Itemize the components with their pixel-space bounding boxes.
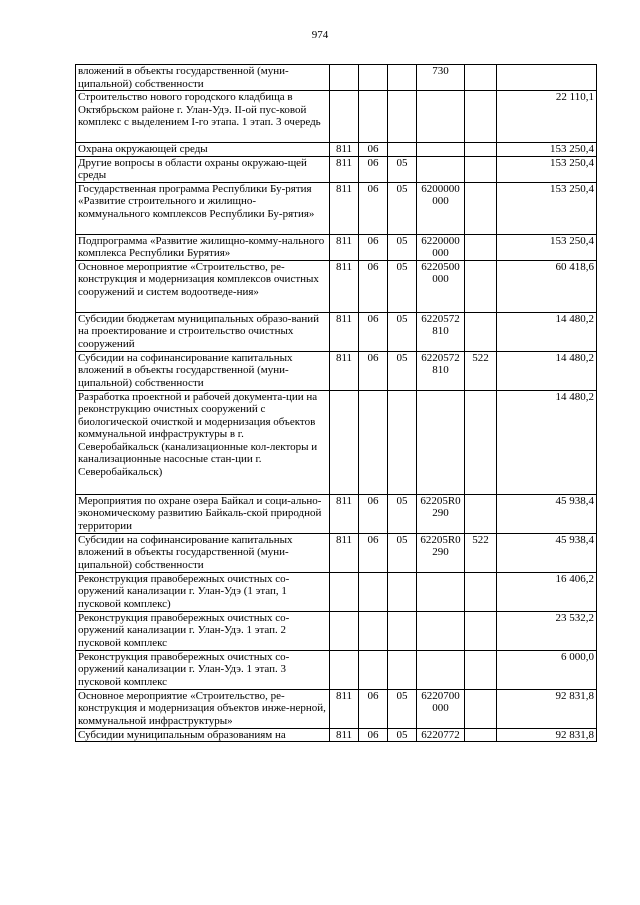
ministry-code-cell: 811 xyxy=(330,533,359,572)
target-article-code-cell: 62205R0 290 xyxy=(417,533,465,572)
section-code-cell xyxy=(359,572,388,611)
expense-type-code-cell xyxy=(465,611,497,650)
expense-type-code-cell xyxy=(465,156,497,182)
item-name-cell: Строительство нового городского кладбища в Октябрьском районе г. Улан-Удэ. II-ой пус-ковой комплекс с выделением I-го этапа. 1 этап. 3 очередь xyxy=(76,91,330,143)
section-code-cell: 06 xyxy=(359,533,388,572)
table-row xyxy=(76,312,597,351)
ministry-code-cell: 811 xyxy=(330,689,359,728)
subsection-code-cell xyxy=(388,65,417,91)
ministry-code-cell: 811 xyxy=(330,351,359,390)
ministry-code-cell xyxy=(330,65,359,91)
amount-cell: 22 110,1 xyxy=(497,91,597,143)
expense-type-code-cell xyxy=(465,91,497,143)
page-number: 974 xyxy=(311,29,329,41)
table-row xyxy=(76,689,597,728)
expense-type-code-cell xyxy=(465,390,497,494)
table-row xyxy=(76,91,597,143)
expense-type-code-cell xyxy=(465,728,497,742)
ministry-code-cell xyxy=(330,91,359,143)
table-row xyxy=(76,728,597,742)
table-row xyxy=(76,572,597,611)
amount-cell: 153 250,4 xyxy=(497,143,597,157)
item-name-cell: Субсидии бюджетам муниципальных образо-ваний на проектирование и строительство очистных сооружений xyxy=(76,312,330,351)
expense-type-code-cell xyxy=(465,260,497,312)
subsection-code-cell: 05 xyxy=(388,260,417,312)
expense-type-code-cell xyxy=(465,143,497,157)
target-article-code-cell xyxy=(417,156,465,182)
table-row xyxy=(76,390,597,494)
target-article-code-cell: 6220772 xyxy=(417,728,465,742)
subsection-code-cell xyxy=(388,91,417,143)
subsection-code-cell: 05 xyxy=(388,351,417,390)
table-row xyxy=(76,143,597,157)
target-article-code-cell xyxy=(417,611,465,650)
expense-type-code-cell xyxy=(465,312,497,351)
expense-type-code-cell xyxy=(465,650,497,689)
amount-cell: 153 250,4 xyxy=(497,156,597,182)
item-name-cell: Субсидии на софинансирование капитальных вложений в объекты государственной (муни-ципальной) собственности xyxy=(76,533,330,572)
target-article-code-cell xyxy=(417,390,465,494)
target-article-code-cell xyxy=(417,572,465,611)
amount-cell: 45 938,4 xyxy=(497,494,597,533)
subsection-code-cell: 05 xyxy=(388,728,417,742)
item-name-cell: Разработка проектной и рабочей документа-ции на реконструкцию очистных сооружений с биологической очисткой и модернизация объектов коммунальной инфраструктуры в г. Северобайкальск (канализационные кол-лекторы и канализационные насосные стан-ции г. Северобайкальск) xyxy=(76,390,330,494)
item-name-cell: Мероприятия по охране озера Байкал и соци-ально-экономическому развитию Байкаль-ской природной территории xyxy=(76,494,330,533)
ministry-code-cell: 811 xyxy=(330,260,359,312)
section-code-cell xyxy=(359,65,388,91)
section-code-cell: 06 xyxy=(359,689,388,728)
table-row xyxy=(76,234,597,260)
table-row xyxy=(76,533,597,572)
subsection-code-cell xyxy=(388,611,417,650)
amount-cell: 45 938,4 xyxy=(497,533,597,572)
item-name-cell: Другие вопросы в области охраны окружаю-щей среды xyxy=(76,156,330,182)
amount-cell: 14 480,2 xyxy=(497,312,597,351)
section-code-cell xyxy=(359,611,388,650)
item-name-cell: Субсидии муниципальным образованиям на xyxy=(76,728,330,742)
amount-cell: 153 250,4 xyxy=(497,182,597,234)
expense-type-code-cell xyxy=(465,572,497,611)
subsection-code-cell xyxy=(388,390,417,494)
subsection-code-cell: 05 xyxy=(388,156,417,182)
subsection-code-cell: 05 xyxy=(388,182,417,234)
amount-cell xyxy=(497,65,597,91)
item-name-cell: Государственная программа Республики Бу-рятия «Развитие строительного и жилищно-коммунального комплексов Республики Бу-рятия» xyxy=(76,182,330,234)
item-name-cell: Подпрограмма «Развитие жилищно-комму-нального комплекса Республики Бурятия» xyxy=(76,234,330,260)
expense-type-code-cell xyxy=(465,494,497,533)
item-name-cell: Субсидии на софинансирование капитальных вложений в объекты государственной (муни-ципальной) собственности xyxy=(76,351,330,390)
target-article-code-cell: 6220700 000 xyxy=(417,689,465,728)
section-code-cell: 06 xyxy=(359,260,388,312)
subsection-code-cell: 05 xyxy=(388,689,417,728)
table-row xyxy=(76,351,597,390)
subsection-code-cell: 05 xyxy=(388,533,417,572)
ministry-code-cell: 811 xyxy=(330,728,359,742)
section-code-cell xyxy=(359,390,388,494)
expense-type-code-cell xyxy=(465,689,497,728)
amount-cell: 92 831,8 xyxy=(497,689,597,728)
table-row xyxy=(76,65,597,91)
section-code-cell: 06 xyxy=(359,143,388,157)
item-name-cell: Основное мероприятие «Строительство, ре-конструкция и модернизация объектов инже-нерной, коммунальной инфраструктуры» xyxy=(76,689,330,728)
amount-cell: 16 406,2 xyxy=(497,572,597,611)
target-article-code-cell xyxy=(417,650,465,689)
expense-type-code-cell xyxy=(465,182,497,234)
item-name-cell: Реконструкция правобережных очистных со-оружений канализации г. Улан-Удэ. 1 этап. 2 пусковой комплекс xyxy=(76,611,330,650)
subsection-code-cell xyxy=(388,650,417,689)
amount-cell: 23 532,2 xyxy=(497,611,597,650)
ministry-code-cell xyxy=(330,650,359,689)
ministry-code-cell xyxy=(330,611,359,650)
target-article-code-cell: 6200000 000 xyxy=(417,182,465,234)
section-code-cell: 06 xyxy=(359,234,388,260)
ministry-code-cell: 811 xyxy=(330,234,359,260)
amount-cell: 14 480,2 xyxy=(497,351,597,390)
table-row xyxy=(76,260,597,312)
item-name-cell: Основное мероприятие «Строительство, ре-конструкция и модернизация комплексов очистных сооружений и систем водоотведе-ния» xyxy=(76,260,330,312)
expense-type-code-cell: 522 xyxy=(465,533,497,572)
section-code-cell: 06 xyxy=(359,156,388,182)
ministry-code-cell xyxy=(330,390,359,494)
section-code-cell: 06 xyxy=(359,351,388,390)
section-code-cell: 06 xyxy=(359,728,388,742)
budget-table-body xyxy=(76,65,597,742)
table-row xyxy=(76,494,597,533)
ministry-code-cell: 811 xyxy=(330,182,359,234)
ministry-code-cell: 811 xyxy=(330,156,359,182)
target-article-code-cell: 62205R0 290 xyxy=(417,494,465,533)
amount-cell: 92 831,8 xyxy=(497,728,597,742)
section-code-cell: 06 xyxy=(359,312,388,351)
section-code-cell xyxy=(359,91,388,143)
ministry-code-cell xyxy=(330,572,359,611)
target-article-code-cell xyxy=(417,91,465,143)
ministry-code-cell: 811 xyxy=(330,143,359,157)
subsection-code-cell xyxy=(388,572,417,611)
item-name-cell: Реконструкция правобережных очистных со-оружений канализации г. Улан-Удэ (1 этап, 1 пусковой комплекс) xyxy=(76,572,330,611)
table-row xyxy=(76,611,597,650)
amount-cell: 14 480,2 xyxy=(497,390,597,494)
item-name-cell: вложений в объекты государственной (муни-ципальной) собственности xyxy=(76,65,330,91)
target-article-code-cell: 6220000 000 xyxy=(417,234,465,260)
subsection-code-cell xyxy=(388,143,417,157)
expense-type-code-cell xyxy=(465,65,497,91)
table-row xyxy=(76,182,597,234)
target-article-code-cell: 730 xyxy=(417,65,465,91)
subsection-code-cell: 05 xyxy=(388,312,417,351)
expense-type-code-cell: 522 xyxy=(465,351,497,390)
table-row xyxy=(76,650,597,689)
section-code-cell xyxy=(359,650,388,689)
section-code-cell: 06 xyxy=(359,494,388,533)
ministry-code-cell: 811 xyxy=(330,312,359,351)
amount-cell: 6 000,0 xyxy=(497,650,597,689)
expense-type-code-cell xyxy=(465,234,497,260)
amount-cell: 153 250,4 xyxy=(497,234,597,260)
target-article-code-cell: 6220572 810 xyxy=(417,312,465,351)
budget-table xyxy=(75,64,597,742)
item-name-cell: Охрана окружающей среды xyxy=(76,143,330,157)
target-article-code-cell: 6220500 000 xyxy=(417,260,465,312)
target-article-code-cell: 6220572 810 xyxy=(417,351,465,390)
table-row xyxy=(76,156,597,182)
section-code-cell: 06 xyxy=(359,182,388,234)
ministry-code-cell: 811 xyxy=(330,494,359,533)
item-name-cell: Реконструкция правобережных очистных со-оружений канализации г. Улан-Удэ. 1 этап. 3 пусковой комплекс xyxy=(76,650,330,689)
amount-cell: 60 418,6 xyxy=(497,260,597,312)
subsection-code-cell: 05 xyxy=(388,234,417,260)
target-article-code-cell xyxy=(417,143,465,157)
subsection-code-cell: 05 xyxy=(388,494,417,533)
